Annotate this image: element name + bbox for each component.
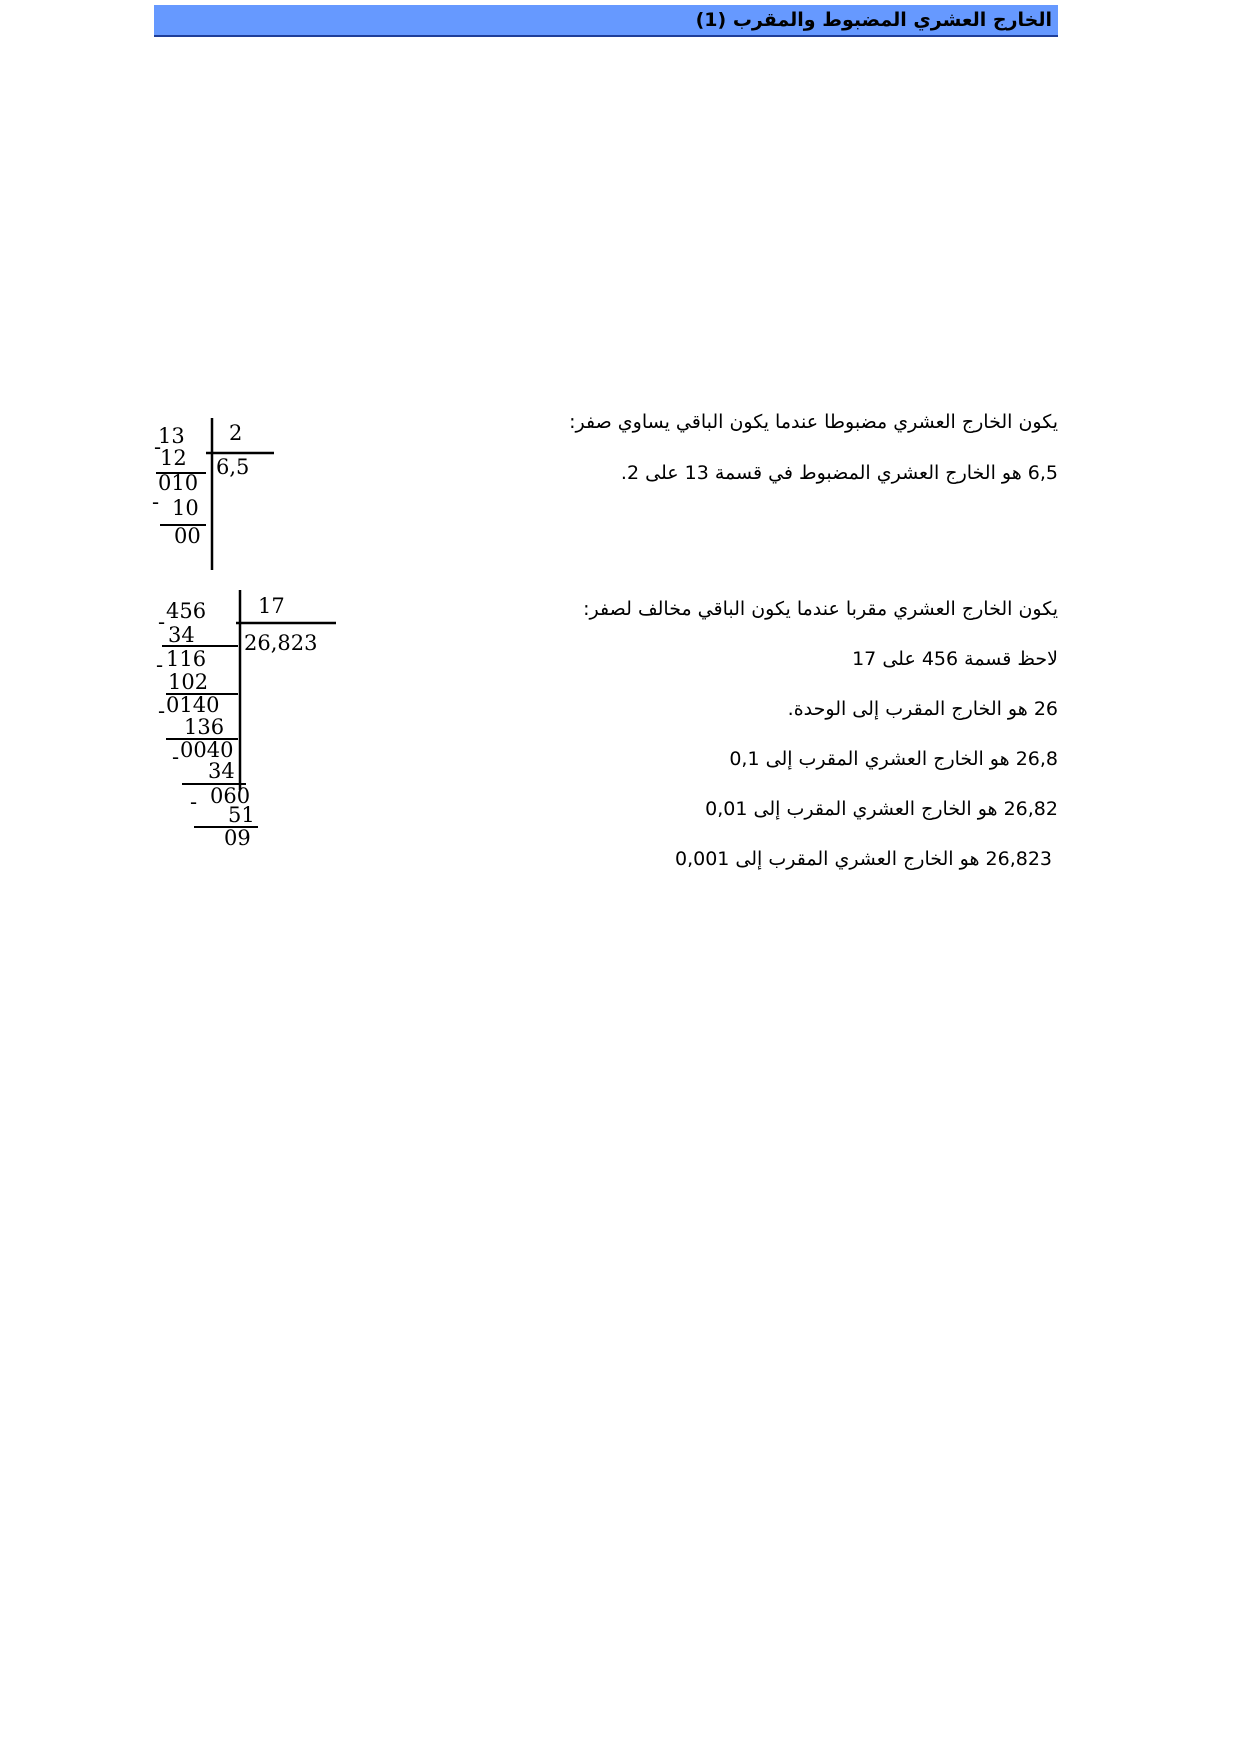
exact-example-text: 6,5 هو الخارج العشري المضبوط في قسمة 13 على 2. [620,462,1058,484]
approx-line-thousandth: 26,823 هو الخارج العشري المقرب إلى 0,001 [674,848,1052,870]
division-13-by-2 [150,418,290,578]
approx-note-text: لاحظ قسمة 456 على 17 [852,648,1058,670]
approx-line-tenth: 26,8 هو الخارج العشري المقرب إلى 0,1 [729,748,1058,770]
quotient: 26,823 [244,631,318,655]
minus-sign: - [158,610,166,634]
minus-sign: - [156,653,164,677]
page-title: الخارج العشري المضبوط والمقرب (1) [695,9,1052,31]
step-3: 102 [168,670,209,694]
minus-sign: - [154,435,162,459]
step-3: 10 [172,496,199,520]
step-10: 09 [224,826,251,850]
dividend: 13 [158,424,185,448]
step-1: 12 [160,446,187,470]
step-2: 010 [158,471,199,495]
step-9: 51 [228,803,255,827]
division-456-by-17 [154,590,344,865]
page-header [154,5,1058,37]
step-8: 060 [210,784,251,808]
step-4: 00 [174,524,201,548]
minus-sign: - [152,490,160,514]
minus-sign: - [190,790,198,814]
step-1: 34 [168,623,195,647]
step-5: 136 [184,715,225,739]
approx-line-unit: 26 هو الخارج المقرب إلى الوحدة. [787,698,1058,720]
divisor: 17 [258,594,285,618]
approx-rule-text: يكون الخارج العشري مقربا عندما يكون الباقي مخالف لصفر: [583,598,1058,620]
step-4: 0140 [166,693,220,717]
step-2: 116 [166,647,207,671]
minus-sign: - [172,745,180,769]
approx-line-hundredth: 26,82 هو الخارج العشري المقرب إلى 0,01 [705,798,1058,820]
dividend: 456 [166,599,207,623]
step-6: 0040 [180,738,234,762]
minus-sign: - [158,699,166,723]
quotient: 6,5 [216,455,250,479]
exact-rule-text: يكون الخارج العشري مضبوطا عندما يكون الباقي يساوي صفر: [569,411,1058,433]
step-7: 34 [208,759,235,783]
divisor: 2 [229,421,243,445]
